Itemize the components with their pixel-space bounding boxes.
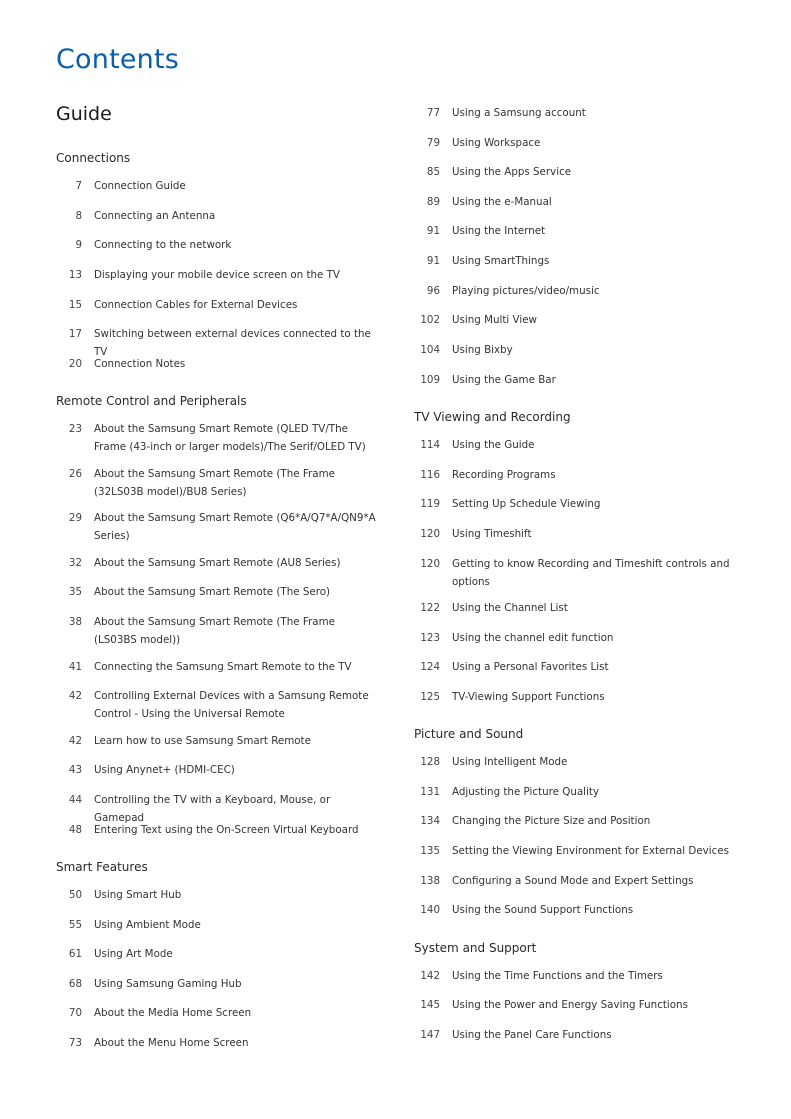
toc-entry-title[interactable]: Using Bixby — [452, 344, 513, 356]
toc-page-number: 7 — [75, 180, 82, 192]
toc-page-number: 55 — [68, 919, 82, 931]
toc-page-number: 79 — [426, 137, 440, 149]
toc-entry-title[interactable]: Learn how to use Samsung Smart Remote — [94, 735, 311, 747]
toc-entry-title[interactable]: Using Intelligent Mode — [452, 756, 568, 768]
toc-page-number: 42 — [68, 690, 82, 702]
toc-page-number: 61 — [68, 948, 82, 960]
toc-entry-title[interactable]: Connection Cables for External Devices — [94, 299, 298, 311]
toc-page-number: 73 — [68, 1037, 82, 1049]
section-heading-picture-sound: Picture and Sound — [414, 727, 524, 741]
toc-entry-title[interactable]: Connecting to the network — [94, 239, 232, 251]
toc-page-number: 104 — [420, 344, 440, 356]
toc-page-number: 135 — [420, 845, 440, 857]
section-heading-tv-viewing: TV Viewing and Recording — [414, 410, 571, 424]
toc-page-number: 44 — [68, 794, 82, 806]
toc-page-number: 124 — [420, 661, 440, 673]
toc-page-number: 77 — [426, 107, 440, 119]
toc-entry-title[interactable]: Using a Personal Favorites List — [452, 661, 609, 673]
toc-entry-title[interactable]: Controlling the TV with a Keyboard, Mouse, or Gamepad — [94, 794, 331, 824]
toc-entry-title[interactable]: About the Menu Home Screen — [94, 1037, 249, 1049]
toc-page-number: 70 — [68, 1007, 82, 1019]
toc-entry-title[interactable]: Changing the Picture Size and Position — [452, 815, 651, 827]
toc-page-number: 89 — [426, 196, 440, 208]
toc-page-number: 114 — [420, 439, 440, 451]
toc-entry-title[interactable]: Using the Power and Energy Saving Functions — [452, 999, 688, 1011]
toc-entry-title[interactable]: Playing pictures/video/music — [452, 285, 600, 297]
toc-page-number: 102 — [420, 314, 440, 326]
toc-page-number: 145 — [420, 999, 440, 1011]
toc-page-number: 26 — [68, 468, 82, 480]
toc-entry-title[interactable]: Getting to know Recording and Timeshift controls and options — [452, 558, 730, 588]
toc-page-number: 123 — [420, 632, 440, 644]
toc-page-number: 138 — [420, 875, 440, 887]
toc-entry-title[interactable]: Using the Guide — [452, 439, 535, 451]
toc-page-number: 35 — [68, 586, 82, 598]
toc-page-number: 142 — [420, 970, 440, 982]
toc-page-number: 96 — [426, 285, 440, 297]
toc-page-number: 131 — [420, 786, 440, 798]
toc-page-number: 85 — [426, 166, 440, 178]
toc-entry-title[interactable]: Using a Samsung account — [452, 107, 586, 119]
toc-page-number: 140 — [420, 904, 440, 916]
toc-entry-title[interactable]: Using Multi View — [452, 314, 537, 326]
toc-entry-title[interactable]: Connection Notes — [94, 358, 186, 370]
toc-page-number: 91 — [426, 255, 440, 267]
toc-page-number: 68 — [68, 978, 82, 990]
toc-entry-title[interactable]: Using Anynet+ (HDMI-CEC) — [94, 764, 235, 776]
toc-page-number: 120 — [420, 558, 440, 570]
toc-page-number: 125 — [420, 691, 440, 703]
toc-page-number: 32 — [68, 557, 82, 569]
toc-entry-title[interactable]: Setting Up Schedule Viewing — [452, 498, 601, 510]
toc-page-number: 48 — [68, 824, 82, 836]
toc-page-number: 119 — [420, 498, 440, 510]
toc-entry-title[interactable]: Using SmartThings — [452, 255, 550, 267]
toc-entry-title[interactable]: Using the Apps Service — [452, 166, 572, 178]
toc-entry-title[interactable]: About the Samsung Smart Remote (QLED TV/The Frame (43-inch or larger models)/The Serif/OLED TV) — [94, 423, 366, 453]
toc-entry-title[interactable]: Using the Panel Care Functions — [452, 1029, 612, 1041]
toc-entry-title[interactable]: About the Media Home Screen — [94, 1007, 252, 1019]
toc-page-number: 29 — [68, 512, 82, 524]
toc-page-number: 134 — [420, 815, 440, 827]
toc-entry-title[interactable]: Connecting the Samsung Smart Remote to the TV — [94, 661, 352, 673]
toc-entry-title[interactable]: Using the Game Bar — [452, 374, 556, 386]
toc-page-number: 42 — [68, 735, 82, 747]
toc-page-number: 122 — [420, 602, 440, 614]
toc-entry-title[interactable]: Using Smart Hub — [94, 889, 182, 901]
toc-entry-title[interactable]: Displaying your mobile device screen on the TV — [94, 269, 340, 281]
toc-page-number: 41 — [68, 661, 82, 673]
toc-page-number: 13 — [68, 269, 82, 281]
section-heading-smart-features: Smart Features — [56, 860, 148, 874]
toc-entry-title[interactable]: Using Art Mode — [94, 948, 173, 960]
toc-entry-title[interactable]: Recording Programs — [452, 469, 556, 481]
section-heading-connections: Connections — [56, 151, 131, 165]
toc-entry-title[interactable]: Adjusting the Picture Quality — [452, 786, 600, 798]
toc-page-number: 15 — [68, 299, 82, 311]
toc-entry-title[interactable]: TV-Viewing Support Functions — [452, 691, 605, 703]
toc-page-number: 43 — [68, 764, 82, 776]
toc-page-number: 116 — [420, 469, 440, 481]
toc-entry-title[interactable]: Switching between external devices connected to the TV — [94, 328, 371, 358]
toc-entry-title[interactable]: Using the Sound Support Functions — [452, 904, 634, 916]
toc-entry-title[interactable]: Connection Guide — [94, 180, 186, 192]
toc-page-number: 17 — [68, 328, 82, 340]
toc-entry-title[interactable]: Controlling External Devices with a Samsung Remote Control - Using the Universal Remote — [94, 690, 369, 720]
toc-entry-title[interactable]: Using the Channel List — [452, 602, 568, 614]
toc-entry-title[interactable]: About the Samsung Smart Remote (AU8 Series) — [94, 557, 341, 569]
toc-page-number: 20 — [68, 358, 82, 370]
toc-page-number: 38 — [68, 616, 82, 628]
toc-entry-title[interactable]: Using the Internet — [452, 225, 546, 237]
toc-entry-title[interactable]: Setting the Viewing Environment for External Devices — [452, 845, 729, 857]
toc-entry-title[interactable]: About the Samsung Smart Remote (Q6*A/Q7*A/QN9*A Series) — [94, 512, 376, 542]
toc-entry-title[interactable]: Using Samsung Gaming Hub — [94, 978, 242, 990]
toc-entry-title[interactable]: Connecting an Antenna — [94, 210, 216, 222]
toc-page-number: 128 — [420, 756, 440, 768]
toc-entry-title[interactable]: Entering Text using the On-Screen Virtual Keyboard — [94, 824, 359, 836]
toc-page-number: 8 — [75, 210, 82, 222]
toc-page-number: 109 — [420, 374, 440, 386]
toc-entry-title[interactable]: About the Samsung Smart Remote (The Frame (32LS03B model)/BU8 Series) — [94, 468, 335, 498]
toc-entry-title[interactable]: Using the Time Functions and the Timers — [452, 970, 663, 982]
section-heading-remote-control: Remote Control and Peripherals — [56, 394, 247, 408]
toc-page-number: 91 — [426, 225, 440, 237]
toc-page-number: 120 — [420, 528, 440, 540]
toc-entry-title[interactable]: Using Timeshift — [452, 528, 532, 540]
page-title: Contents — [56, 44, 180, 75]
toc-entry-title[interactable]: About the Samsung Smart Remote (The Sero) — [94, 586, 331, 598]
toc-page-number: 23 — [68, 423, 82, 435]
toc-entry-title[interactable]: Using the channel edit function — [452, 632, 614, 644]
guide-heading: Guide — [56, 103, 112, 125]
toc-entry-title[interactable]: Using Ambient Mode — [94, 919, 201, 931]
section-heading-system-support: System and Support — [414, 941, 537, 955]
toc-page-number: 147 — [420, 1029, 440, 1041]
toc-entry-title[interactable]: Configuring a Sound Mode and Expert Settings — [452, 875, 694, 887]
toc-entry-title[interactable]: Using Workspace — [452, 137, 541, 149]
toc-entry-title[interactable]: About the Samsung Smart Remote (The Frame (LS03BS model)) — [94, 616, 335, 646]
toc-page-number: 50 — [68, 889, 82, 901]
toc-entry-title[interactable]: Using the e-Manual — [452, 196, 552, 208]
toc-page-number: 9 — [75, 239, 82, 251]
